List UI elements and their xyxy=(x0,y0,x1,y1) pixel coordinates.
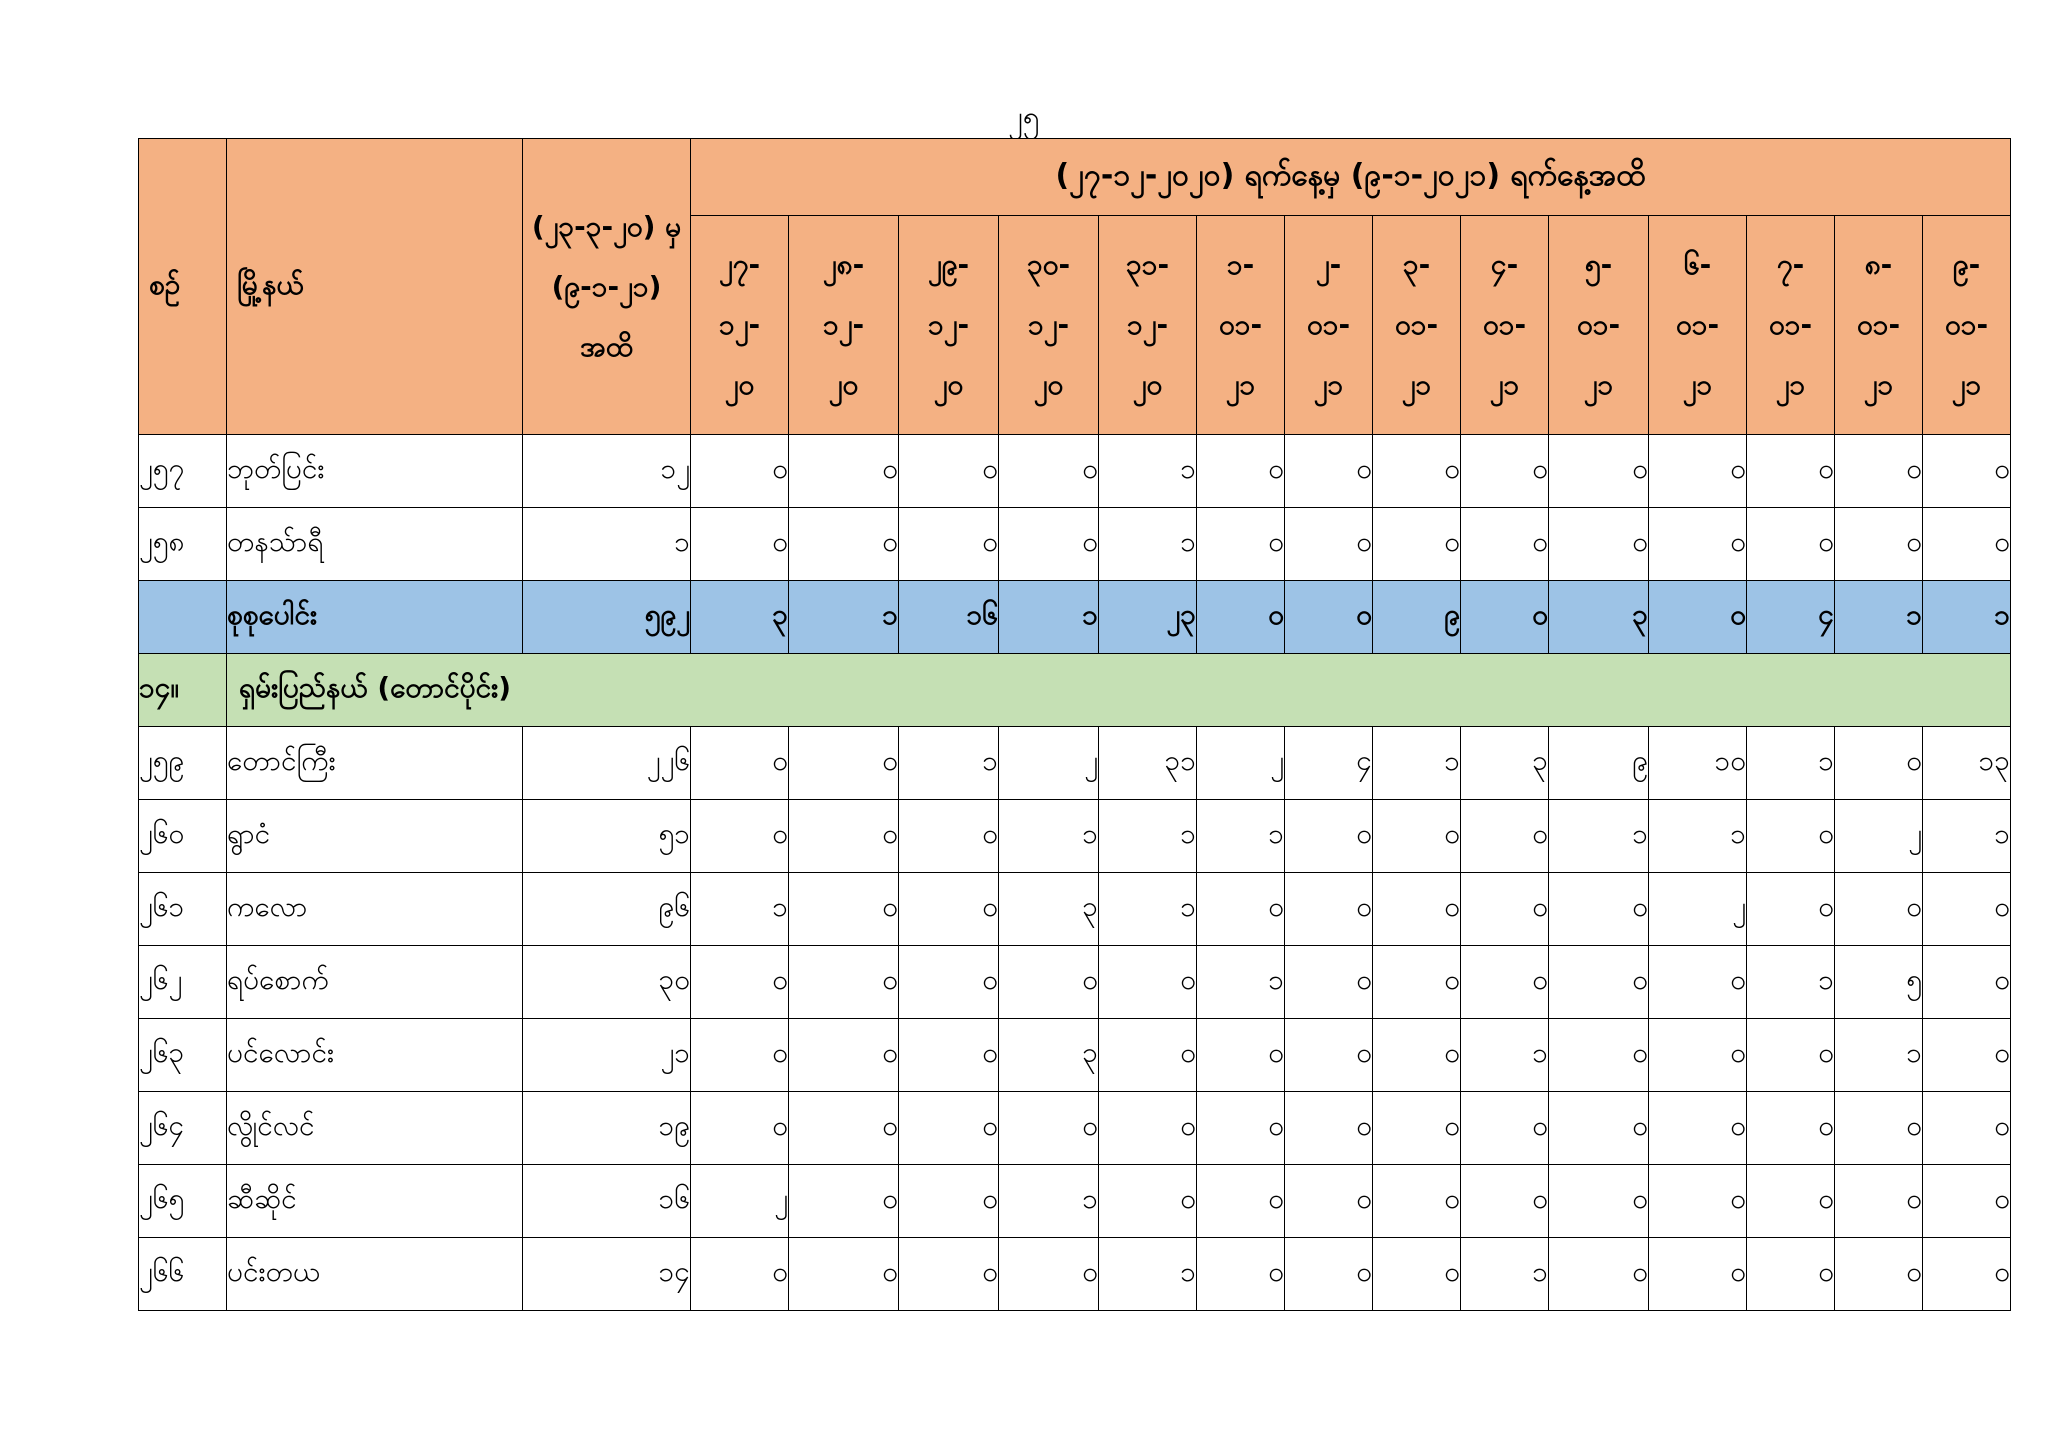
daily-count: ၀ xyxy=(1923,946,2011,1019)
date-part: ၈- xyxy=(1864,248,1893,281)
daily-count: ၃ xyxy=(1461,727,1549,800)
daily-count: ၀ xyxy=(789,873,899,946)
daily-count: ၁ xyxy=(999,800,1099,873)
daily-count: ၀ xyxy=(1747,1165,1835,1238)
daily-count: ၂ xyxy=(1197,727,1285,800)
daily-count: ၂ xyxy=(1649,873,1747,946)
table-row xyxy=(139,1092,2011,1165)
table-row xyxy=(139,1019,2011,1092)
daily-count: ၀ xyxy=(899,873,999,946)
daily-count: ၁ xyxy=(1197,946,1285,1019)
daily-count: ၂၃ xyxy=(1099,581,1197,654)
daily-count: ၀ xyxy=(1835,435,1923,508)
date-range-header: (၂၇-၁၂-၂၀၂၀) ရက်နေ့မှ (၉-၁-၂၀၂၁) ရက်နေ့အထိ xyxy=(691,139,2011,216)
date-part: ၂၁ xyxy=(1583,368,1614,401)
daily-count: ၀ xyxy=(1747,873,1835,946)
daily-count: ၀ xyxy=(691,508,789,581)
date-header xyxy=(1923,216,2011,435)
daily-count: ၀ xyxy=(1649,1092,1747,1165)
daily-count: ၀ xyxy=(691,800,789,873)
daily-count: ၁ xyxy=(1461,1238,1549,1311)
daily-count: ၀ xyxy=(1373,508,1461,581)
table-row xyxy=(139,1238,2011,1311)
daily-count: ၀ xyxy=(1099,1019,1197,1092)
daily-count: ၀ xyxy=(1197,581,1285,654)
daily-count: ၀ xyxy=(1835,1165,1923,1238)
daily-count: ၀ xyxy=(1285,1238,1373,1311)
daily-count: ၀ xyxy=(899,1238,999,1311)
row-index: ၂၅၈ xyxy=(139,508,227,581)
daily-count: ၀ xyxy=(789,946,899,1019)
daily-count: ၀ xyxy=(691,1092,789,1165)
daily-count: ၀ xyxy=(1923,873,2011,946)
total-row xyxy=(139,581,2011,654)
township-name: ရပ်စောက် xyxy=(227,946,523,1019)
date-part: ၉- xyxy=(1952,248,1981,281)
row-index: ၂၆၀ xyxy=(139,800,227,873)
daily-count: ၀ xyxy=(691,946,789,1019)
daily-count: ၀ xyxy=(789,727,899,800)
daily-count: ၃၁ xyxy=(1099,727,1197,800)
date-header xyxy=(1197,216,1285,435)
period-total: ၁၆ xyxy=(523,1165,691,1238)
daily-count: ၂ xyxy=(1835,800,1923,873)
daily-count: ၀ xyxy=(1285,1019,1373,1092)
date-part: ၂၁ xyxy=(1951,368,1982,401)
total-label: စုစုပေါင်း xyxy=(227,581,523,654)
period-total: ၁၄ xyxy=(523,1238,691,1311)
date-part: ၁၂- xyxy=(1027,308,1070,341)
daily-count: ၀ xyxy=(789,800,899,873)
period-total: ၁ xyxy=(523,508,691,581)
daily-count: ၀ xyxy=(1461,581,1549,654)
daily-count: ၀ xyxy=(1099,946,1197,1019)
date-header xyxy=(1373,216,1461,435)
daily-count: ၀ xyxy=(789,1165,899,1238)
daily-count: ၀ xyxy=(1835,1238,1923,1311)
daily-count: ၀ xyxy=(1835,727,1923,800)
daily-count: ၀ xyxy=(1649,1165,1747,1238)
date-part: ၀၁- xyxy=(1482,308,1527,341)
daily-count: ၀ xyxy=(1747,800,1835,873)
date-part: ၀၁- xyxy=(1856,308,1901,341)
daily-count: ၁ xyxy=(899,727,999,800)
daily-count: ၀ xyxy=(1835,508,1923,581)
daily-count: ၉ xyxy=(1373,581,1461,654)
daily-count: ၀ xyxy=(691,1238,789,1311)
daily-count: ၁၃ xyxy=(1923,727,2011,800)
date-header xyxy=(1835,216,1923,435)
date-part: ၀၁- xyxy=(1576,308,1621,341)
daily-count: ၀ xyxy=(1461,1165,1549,1238)
row-index: ၂၆၄ xyxy=(139,1092,227,1165)
date-part: ၇- xyxy=(1776,248,1805,281)
table-row xyxy=(139,946,2011,1019)
township-name: ဘုတ်ပြင်း xyxy=(227,435,523,508)
period-total: ၁၉ xyxy=(523,1092,691,1165)
daily-count: ၁ xyxy=(1923,581,2011,654)
daily-count: ၃ xyxy=(691,581,789,654)
date-header xyxy=(1747,216,1835,435)
daily-count: ၀ xyxy=(1923,1165,2011,1238)
date-part: ၂၀ xyxy=(933,368,964,401)
date-part: ၁- xyxy=(1226,248,1255,281)
daily-count: ၀ xyxy=(1923,508,2011,581)
daily-count: ၁ xyxy=(1099,508,1197,581)
date-part: ၃၁- xyxy=(1125,248,1170,281)
daily-count: ၀ xyxy=(1197,1238,1285,1311)
row-index: ၂၆၅ xyxy=(139,1165,227,1238)
daily-count: ၄ xyxy=(1285,727,1373,800)
daily-count: ၀ xyxy=(1549,508,1649,581)
page-number: ၂၅ xyxy=(1008,100,1040,135)
daily-count: ၀ xyxy=(1285,435,1373,508)
date-part: ၄- xyxy=(1490,248,1519,281)
daily-count: ၀ xyxy=(1285,508,1373,581)
row-index: ၂၅၉ xyxy=(139,727,227,800)
period-total: ၅၉၂ xyxy=(523,581,691,654)
date-part: ၁၂- xyxy=(718,308,761,341)
period-total: ၂၂၆ xyxy=(523,727,691,800)
township-name: တနသ်ာရီ xyxy=(227,508,523,581)
township-name: ပင်လောင်း xyxy=(227,1019,523,1092)
daily-count: ၀ xyxy=(1373,946,1461,1019)
daily-count: ၂ xyxy=(691,1165,789,1238)
date-part: ၃- xyxy=(1402,248,1431,281)
daily-count: ၀ xyxy=(1835,1092,1923,1165)
township-header: မြို့နယ် xyxy=(227,139,523,435)
date-part: ၆- xyxy=(1683,248,1712,281)
date-header xyxy=(999,216,1099,435)
daily-count: ၀ xyxy=(1461,873,1549,946)
row-index xyxy=(139,581,227,654)
township-name: တောင်ကြီး xyxy=(227,727,523,800)
daily-count: ၀ xyxy=(899,1165,999,1238)
daily-count: ၀ xyxy=(1461,1092,1549,1165)
daily-count: ၀ xyxy=(1549,1092,1649,1165)
row-index: ၂၆၆ xyxy=(139,1238,227,1311)
township-name: ဆီဆိုင် xyxy=(227,1165,523,1238)
daily-count: ၀ xyxy=(1649,435,1747,508)
daily-count: ၀ xyxy=(1373,1092,1461,1165)
daily-count: ၀ xyxy=(691,435,789,508)
table-row xyxy=(139,508,2011,581)
row-index: ၂၆၃ xyxy=(139,1019,227,1092)
date-part: ၂၀ xyxy=(1033,368,1064,401)
period-total: ၅၁ xyxy=(523,800,691,873)
period-total: ၁၂ xyxy=(523,435,691,508)
date-part: ၂၀ xyxy=(828,368,859,401)
date-header xyxy=(1549,216,1649,435)
date-part: ၀၁- xyxy=(1306,308,1351,341)
case-table xyxy=(138,138,2011,1311)
daily-count: ၀ xyxy=(1197,873,1285,946)
daily-count: ၀ xyxy=(1197,435,1285,508)
date-part: ၂- xyxy=(1315,248,1342,281)
daily-count: ၀ xyxy=(1747,1092,1835,1165)
daily-count: ၁ xyxy=(999,1165,1099,1238)
date-header xyxy=(691,216,789,435)
daily-count: ၀ xyxy=(999,508,1099,581)
daily-count: ၀ xyxy=(999,946,1099,1019)
township-name: ရွာငံ xyxy=(227,800,523,873)
daily-count: ၀ xyxy=(999,435,1099,508)
daily-count: ၁ xyxy=(1549,800,1649,873)
daily-count: ၀ xyxy=(1461,946,1549,1019)
date-part: ၂၉- xyxy=(927,248,970,281)
daily-count: ၁ xyxy=(1099,800,1197,873)
daily-count: ၀ xyxy=(1649,1238,1747,1311)
daily-count: ၀ xyxy=(1099,1092,1197,1165)
table-row xyxy=(139,435,2011,508)
daily-count: ၀ xyxy=(1461,435,1549,508)
daily-count: ၀ xyxy=(899,1019,999,1092)
daily-count: ၀ xyxy=(1285,946,1373,1019)
daily-count: ၀ xyxy=(789,508,899,581)
daily-count: ၀ xyxy=(1373,1238,1461,1311)
row-index: ၂၆၁ xyxy=(139,873,227,946)
date-part: ၀၁- xyxy=(1675,308,1720,341)
daily-count: ၀ xyxy=(1197,1019,1285,1092)
daily-count: ၀ xyxy=(1197,1092,1285,1165)
row-index: ၂၅၇ xyxy=(139,435,227,508)
date-part: ၁၂- xyxy=(1126,308,1169,341)
date-part: ၂၁ xyxy=(1401,368,1432,401)
daily-count: ၀ xyxy=(999,1092,1099,1165)
date-header xyxy=(1285,216,1373,435)
township-name: ပင်းတယ xyxy=(227,1238,523,1311)
daily-count: ၀ xyxy=(1923,1019,2011,1092)
daily-count: ၀ xyxy=(1285,800,1373,873)
date-part: ၂၈- xyxy=(822,248,865,281)
daily-count: ၁ xyxy=(1747,946,1835,1019)
daily-count: ၁၆ xyxy=(899,581,999,654)
township-name: ကလော xyxy=(227,873,523,946)
date-header xyxy=(1461,216,1549,435)
date-part: ၂၁ xyxy=(1775,368,1806,401)
section-title: ရှမ်းပြည်နယ် (တောင်ပိုင်း) xyxy=(227,654,2011,727)
daily-count: ၀ xyxy=(1549,1165,1649,1238)
daily-count: ၀ xyxy=(999,1238,1099,1311)
daily-count: ၁ xyxy=(1649,800,1747,873)
table-row xyxy=(139,727,2011,800)
daily-count: ၀ xyxy=(789,1019,899,1092)
daily-count: ၀ xyxy=(899,946,999,1019)
period-total: ၂၁ xyxy=(523,1019,691,1092)
index-header: စဉ် xyxy=(139,139,227,435)
period-total: ၃၀ xyxy=(523,946,691,1019)
daily-count: ၁ xyxy=(1197,800,1285,873)
date-part: ၂၁ xyxy=(1313,368,1344,401)
daily-count: ၀ xyxy=(1099,1165,1197,1238)
daily-count: ၃ xyxy=(1549,581,1649,654)
daily-count: ၀ xyxy=(1285,1092,1373,1165)
daily-count: ၀ xyxy=(691,1019,789,1092)
date-header xyxy=(1099,216,1197,435)
period-header: (၂၃-၃-၂၀) မှ (၉-၁-၂၁) အထိ xyxy=(523,139,691,435)
daily-count: ၀ xyxy=(1747,1238,1835,1311)
daily-count: ၁ xyxy=(1461,1019,1549,1092)
date-part: ၅- xyxy=(1584,248,1613,281)
daily-count: ၀ xyxy=(1747,435,1835,508)
daily-count: ၀ xyxy=(1197,1165,1285,1238)
daily-count: ၀ xyxy=(1373,435,1461,508)
daily-count: ၀ xyxy=(1649,946,1747,1019)
date-part: ၂၁ xyxy=(1863,368,1894,401)
daily-count: ၀ xyxy=(1461,508,1549,581)
date-part: ၂၁ xyxy=(1682,368,1713,401)
daily-count: ၀ xyxy=(1461,800,1549,873)
daily-count: ၁ xyxy=(1099,435,1197,508)
date-part: ၂၀ xyxy=(724,368,755,401)
daily-count: ၂ xyxy=(999,727,1099,800)
daily-count: ၀ xyxy=(1747,1019,1835,1092)
daily-count: ၅ xyxy=(1835,946,1923,1019)
daily-count: ၀ xyxy=(1549,946,1649,1019)
township-name: လွိုင်လင် xyxy=(227,1092,523,1165)
daily-count: ၀ xyxy=(1923,1092,2011,1165)
daily-count: ၁ xyxy=(1099,1238,1197,1311)
daily-count: ၀ xyxy=(1285,1165,1373,1238)
daily-count: ၀ xyxy=(1373,1019,1461,1092)
section-index: ၁၄။ xyxy=(139,654,227,727)
daily-count: ၁၀ xyxy=(1649,727,1747,800)
date-part: ၂၁ xyxy=(1225,368,1256,401)
daily-count: ၀ xyxy=(1649,581,1747,654)
date-header xyxy=(899,216,999,435)
period-total: ၉၆ xyxy=(523,873,691,946)
date-part: ၂၇- xyxy=(718,248,761,281)
daily-count: ၁ xyxy=(1099,873,1197,946)
section-row xyxy=(139,654,2011,727)
date-part: ၀၁- xyxy=(1944,308,1989,341)
date-header xyxy=(789,216,899,435)
daily-count: ၀ xyxy=(1835,873,1923,946)
daily-count: ၀ xyxy=(1285,873,1373,946)
daily-count: ၀ xyxy=(899,800,999,873)
daily-count: ၀ xyxy=(1549,435,1649,508)
daily-count: ၀ xyxy=(1373,800,1461,873)
table-row xyxy=(139,1165,2011,1238)
daily-count: ၀ xyxy=(1549,1019,1649,1092)
date-part: ၁၂- xyxy=(927,308,970,341)
daily-count: ၀ xyxy=(789,435,899,508)
date-part: ၂၀ xyxy=(1132,368,1163,401)
daily-count: ၀ xyxy=(1549,873,1649,946)
table-body xyxy=(139,435,2011,1311)
daily-count: ၀ xyxy=(1923,1238,2011,1311)
daily-count: ၉ xyxy=(1549,727,1649,800)
date-part: ၂၁ xyxy=(1489,368,1520,401)
daily-count: ၀ xyxy=(1197,508,1285,581)
daily-count: ၀ xyxy=(1373,1165,1461,1238)
daily-count: ၀ xyxy=(1649,1019,1747,1092)
daily-count: ၀ xyxy=(1747,508,1835,581)
daily-count: ၀ xyxy=(1649,508,1747,581)
daily-count: ၀ xyxy=(691,727,789,800)
daily-count: ၀ xyxy=(1285,581,1373,654)
daily-count: ၀ xyxy=(1549,1238,1649,1311)
daily-count: ၀ xyxy=(1373,873,1461,946)
date-part: ၀၁- xyxy=(1218,308,1263,341)
date-header xyxy=(1649,216,1747,435)
daily-count: ၁ xyxy=(789,581,899,654)
daily-count: ၀ xyxy=(789,1238,899,1311)
row-index: ၂၆၂ xyxy=(139,946,227,1019)
daily-count: ၃ xyxy=(999,873,1099,946)
date-part: ၀၁- xyxy=(1394,308,1439,341)
daily-count: ၁ xyxy=(1835,1019,1923,1092)
daily-count: ၃ xyxy=(999,1019,1099,1092)
daily-count: ၁ xyxy=(1835,581,1923,654)
daily-count: ၁ xyxy=(691,873,789,946)
table-row xyxy=(139,800,2011,873)
daily-count: ၀ xyxy=(1923,435,2011,508)
daily-count: ၁ xyxy=(1373,727,1461,800)
table-row xyxy=(139,873,2011,946)
daily-count: ၀ xyxy=(899,435,999,508)
daily-count: ၀ xyxy=(789,1092,899,1165)
date-part: ၃၀- xyxy=(1026,248,1071,281)
date-part: ၁၂- xyxy=(822,308,865,341)
daily-count: ၁ xyxy=(1923,800,2011,873)
daily-count: ၁ xyxy=(1747,727,1835,800)
date-part: ၀၁- xyxy=(1768,308,1813,341)
daily-count: ၀ xyxy=(899,1092,999,1165)
daily-count: ၄ xyxy=(1747,581,1835,654)
daily-count: ၀ xyxy=(899,508,999,581)
daily-count: ၁ xyxy=(999,581,1099,654)
